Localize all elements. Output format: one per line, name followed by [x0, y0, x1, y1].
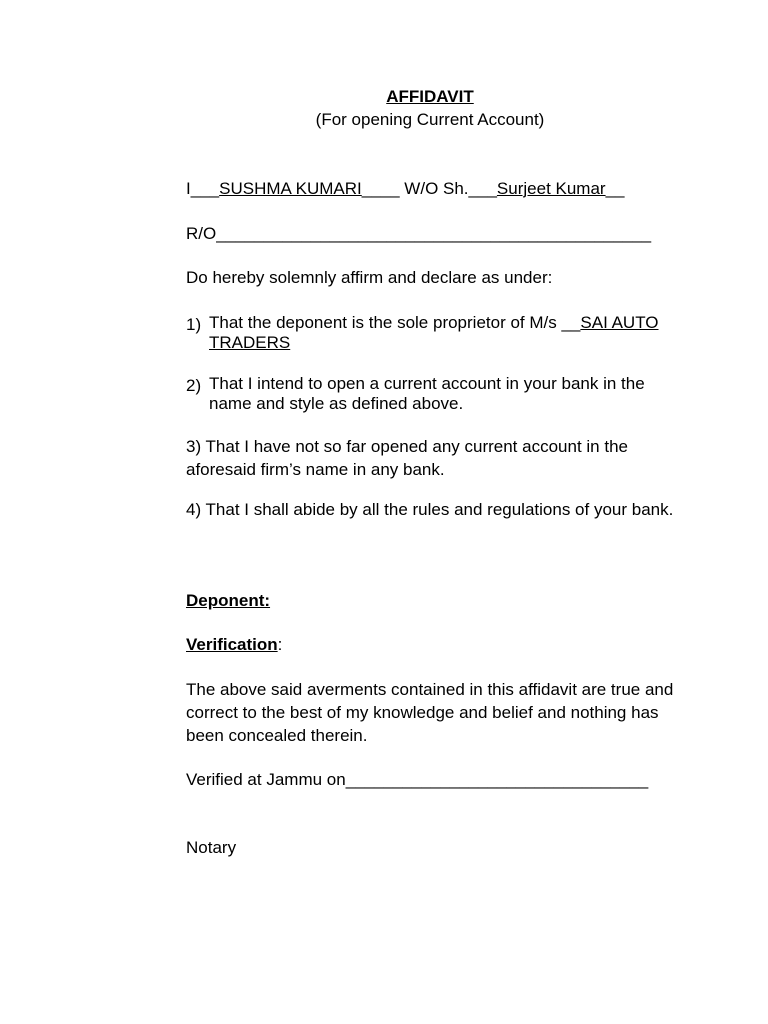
clause-1-number: 1) [186, 315, 202, 334]
verification-heading: Verification [186, 635, 278, 654]
clause-4 [186, 498, 676, 521]
clause-3-number: 3) [186, 437, 202, 456]
clause-2 [186, 374, 676, 414]
firm-name: SAI AUTO TRADERS [209, 313, 659, 352]
document-title: AFFIDAVIT [386, 87, 474, 106]
notary-label: Notary [186, 838, 237, 857]
blank-1: ___ [190, 179, 220, 198]
husband-name: Surjeet Kumar [496, 179, 606, 198]
deponent-heading: Deponent: [186, 591, 271, 610]
clause-4-text: That I shall abide by all the rules and regulations of your bank. [201, 500, 674, 519]
deponent-name: SUSHMA KUMARI [219, 179, 362, 198]
resident-of-line: R/O______________________________________________ [186, 224, 652, 243]
deponent-name-line [186, 177, 625, 200]
clause-1-text: That the deponent is the sole proprietor of M/s __ [209, 313, 581, 332]
verification-colon: : [277, 635, 283, 654]
clause-2-number: 2) [186, 376, 202, 395]
verification-text: The above said averments contained in this affidavit are true and correct to the best of my knowledge and belief and nothing has been concealed therein. [186, 680, 674, 745]
verified-at-line: Verified at Jammu on________________________________ [186, 770, 649, 789]
clause-1 [186, 313, 676, 353]
prefix-i: I [186, 179, 191, 198]
document-subtitle: (For opening Current Account) [315, 110, 545, 129]
wife-of-label: W/O Sh. [399, 179, 469, 198]
clause-3 [186, 435, 676, 481]
blank-3: ___ [468, 179, 497, 198]
declaration-intro: Do hereby solemnly affirm and declare as under: [186, 268, 553, 287]
blank-4: __ [605, 179, 625, 198]
clause-3-text: That I have not so far opened any current account in the aforesaid firm’s name in any bank. [186, 437, 628, 479]
verification-line [186, 633, 282, 656]
clause-4-number: 4) [186, 500, 202, 519]
clause-2-text: That I intend to open a current account in your bank in the name and style as defined above. [209, 374, 645, 413]
blank-2: ____ [361, 179, 400, 198]
